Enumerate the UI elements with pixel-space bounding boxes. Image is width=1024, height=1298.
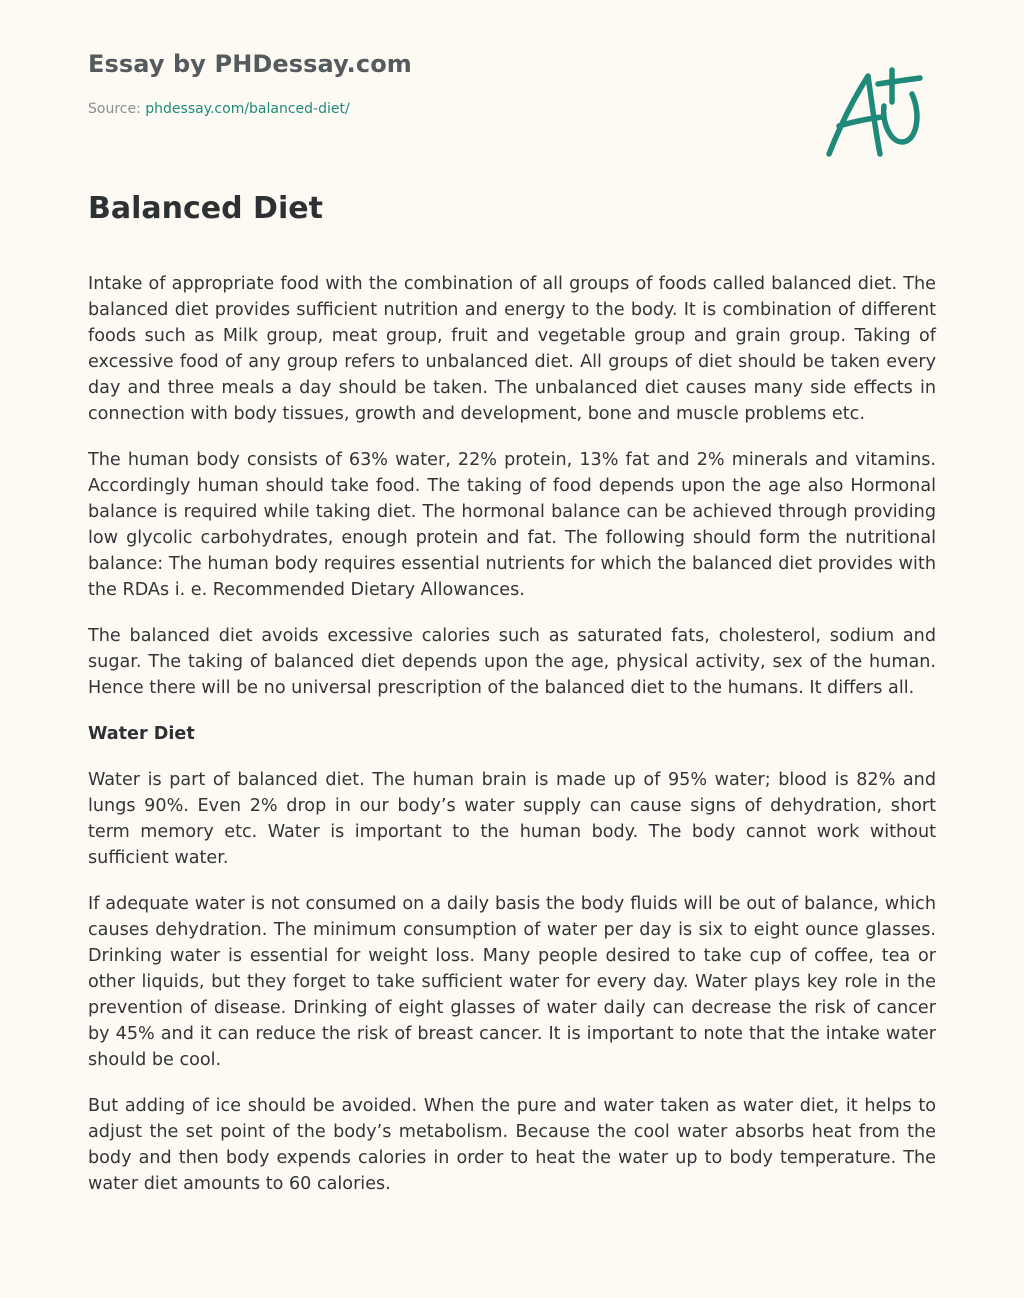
a-plus-grade-icon xyxy=(820,64,930,164)
paragraph: If adequate water is not consumed on a daily basis the body fluids will be out of balance, which causes dehydration. The minimum consumption of water per day is six to eight ounce glasses. Drinking water is essential for weight loss. Many people desired to take cup of coffee, tea or other liquids, but they forget to take sufficient water for every day. Water plays key role in the prevention of disease. Drinking of eight glasses of water daily can decrease the risk of cancer by 45% and it can reduce the risk of breast cancer. It is important to note that the intake water should be cool. xyxy=(88,894,936,1070)
section-heading: Water Diet xyxy=(88,724,195,744)
source-label: Source: xyxy=(88,101,146,117)
source-link[interactable]: phdessay.com/balanced-diet/ xyxy=(145,101,350,117)
paragraph: Intake of appropriate food with the combination of all groups of foods called balanced diet. The balanced diet provides sufficient nutrition and energy to the body. It is combination of different foods such as Milk group, meat group, fruit and vegetable group and grain group. Taking of excessive food of any group refers to unbalanced diet. All groups of diet should be taken every day and three meals a day should be taken. The unbalanced diet causes many side effects in connection with body tissues, growth and development, bone and muscle problems etc. xyxy=(88,274,936,424)
paragraph: The balanced diet avoids excessive calories such as saturated fats, cholesterol, sodium and sugar. The taking of balanced diet depends upon the age, physical activity, sex of the human. Hence there will be no universal prescription of the balanced diet to the humans. It differs all. xyxy=(88,626,936,698)
document-title: Balanced Diet xyxy=(88,191,323,226)
paragraph: Water is part of balanced diet. The human brain is made up of 95% water; blood is 82% and lungs 90%. Even 2% drop in our body’s water supply can cause signs of dehydration, short term memory etc. Water is important to the human body. The body cannot work without sufficient water. xyxy=(88,770,936,868)
site-brand-title: Essay by PHDessay.com xyxy=(88,50,412,78)
a-plus-logo-svg xyxy=(820,64,930,164)
paragraph: The human body consists of 63% water, 22% protein, 13% fat and 2% minerals and vitamins. Accordingly human should take food. The taking of food depends upon the age also Hormonal balance is required while taking diet. The hormonal balance can be achieved through providing low glycolic carbohydrates, enough protein and fat. The following should form the nutritional balance: The human body requires essential nutrients for which the balanced diet provides with the RDAs i. e. Recommended Dietary Allowances. xyxy=(88,450,936,600)
paragraph: But adding of ice should be avoided. When the pure and water taken as water diet, it helps to adjust the set point of the body’s metabolism. Because the cool water absorbs heat from the body and then body expends calories in order to heat the water up to body temperature. The water diet amounts to 60 calories. xyxy=(88,1096,936,1194)
essay-body xyxy=(88,271,936,1217)
source-line xyxy=(88,101,350,117)
